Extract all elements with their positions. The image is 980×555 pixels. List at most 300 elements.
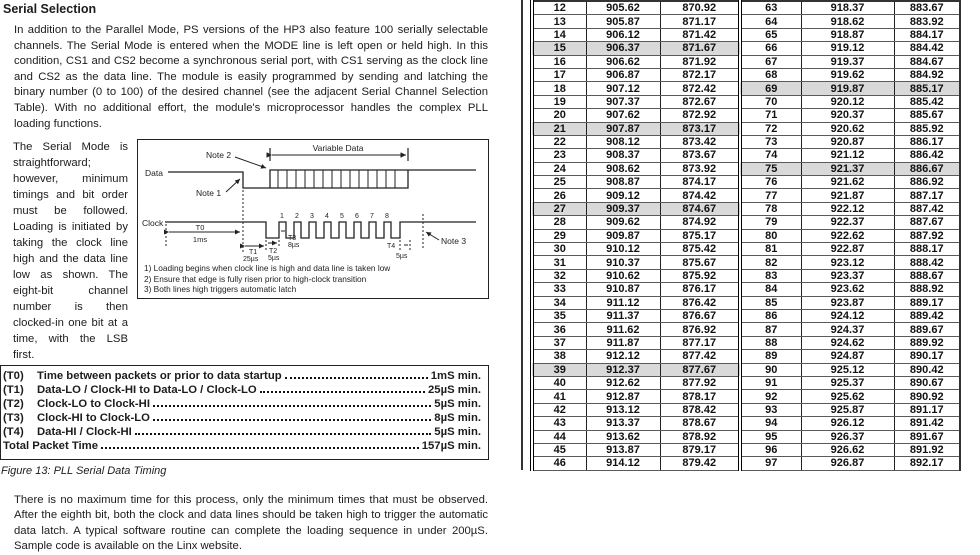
freq-cell: 918.37	[801, 1, 894, 15]
freq-cell: 912.62	[586, 376, 660, 389]
freq-cell: 875.42	[660, 243, 740, 256]
t4-label: T4	[387, 243, 396, 251]
channel-cell: 22	[532, 135, 586, 148]
freq-cell: 918.87	[801, 28, 894, 41]
channel-cell: 18	[532, 82, 586, 95]
freq-cell: 875.92	[660, 269, 740, 282]
channel-cell: 64	[740, 15, 801, 28]
freq-cell: 872.17	[660, 68, 740, 81]
table-row	[532, 95, 960, 108]
freq-cell: 923.12	[801, 256, 894, 269]
timing-spec-value: 1mS min.	[430, 370, 481, 383]
channel-cell: 13	[532, 15, 586, 28]
table-row	[532, 269, 960, 282]
channel-cell: 43	[532, 417, 586, 430]
channel-cell: 69	[740, 82, 801, 95]
freq-cell: 874.42	[660, 189, 740, 202]
freq-cell: 913.37	[586, 417, 660, 430]
freq-cell: 919.62	[801, 68, 894, 81]
channel-cell: 17	[532, 68, 586, 81]
table-row	[532, 1, 960, 15]
channel-cell: 19	[532, 95, 586, 108]
freq-cell: 923.87	[801, 296, 894, 309]
channel-cell: 67	[740, 55, 801, 68]
freq-cell: 905.62	[586, 1, 660, 15]
freq-cell: 907.87	[586, 122, 660, 135]
freq-cell: 873.92	[660, 162, 740, 175]
freq-cell: 908.87	[586, 176, 660, 189]
variable-data-label: Variable Data	[312, 143, 364, 154]
timing-spec-desc: Data-LO / Clock-HI to Data-LO / Clock-LO	[37, 384, 257, 397]
timing-spec-row	[3, 398, 481, 412]
table-row	[532, 309, 960, 322]
freq-cell: 884.67	[894, 55, 960, 68]
table-row	[532, 296, 960, 309]
channel-cell: 87	[740, 323, 801, 336]
channel-cell: 91	[740, 376, 801, 389]
freq-cell: 879.17	[660, 443, 740, 456]
freq-cell: 926.87	[801, 457, 894, 470]
freq-cell: 919.12	[801, 42, 894, 55]
channel-cell: 15	[532, 42, 586, 55]
freq-cell: 926.37	[801, 430, 894, 443]
table-row	[532, 82, 960, 95]
channel-cell: 33	[532, 283, 586, 296]
timing-spec-value: 25µS min.	[428, 384, 481, 397]
freq-cell: 885.17	[894, 82, 960, 95]
diagram-note: 1) Loading begins when clock line is high and data line is taken low	[144, 263, 391, 274]
freq-cell: 889.92	[894, 336, 960, 349]
channel-cell: 28	[532, 216, 586, 229]
channel-cell: 21	[532, 122, 586, 135]
freq-cell: 920.87	[801, 135, 894, 148]
timing-spec-label: (T4)	[3, 425, 24, 438]
freq-cell: 921.87	[801, 189, 894, 202]
freq-cell: 872.92	[660, 109, 740, 122]
channel-cell: 46	[532, 457, 586, 470]
table-row	[532, 430, 960, 443]
freq-cell: 878.67	[660, 417, 740, 430]
channel-cell: 66	[740, 42, 801, 55]
freq-cell: 907.62	[586, 109, 660, 122]
channel-cell: 74	[740, 149, 801, 162]
freq-cell: 919.87	[801, 82, 894, 95]
freq-cell: 911.87	[586, 336, 660, 349]
figure-caption: Figure 13: PLL Serial Data Timing	[1, 464, 167, 477]
freq-cell: 886.17	[894, 135, 960, 148]
t3-label: T3	[288, 235, 297, 243]
freq-cell: 873.42	[660, 135, 740, 148]
timing-spec-row	[3, 384, 481, 398]
timing-spec-value: 157µS min.	[421, 439, 481, 452]
channel-cell: 85	[740, 296, 801, 309]
channel-cell: 12	[532, 1, 586, 15]
freq-cell: 874.17	[660, 176, 740, 189]
table-row	[532, 149, 960, 162]
channel-cell: 83	[740, 269, 801, 282]
freq-cell: 907.12	[586, 82, 660, 95]
freq-cell: 925.87	[801, 403, 894, 416]
table-row	[532, 122, 960, 135]
channel-cell: 32	[532, 269, 586, 282]
intro-paragraph: In addition to the Parallel Mode, PS versions of the HP3 also feature 100 serially selectable channels. The Serial Mode is entered when the MODE line is left open or held high. In this condition, CS1 and CS2 become a synchronous serial port, with CS1 serving as the clock line and CS2 as the data line. The module is easily programmed by sending and latching the binary number (0 to 100) of the desired channel (see the adjacent Serial Channel Selection Table). With no additional effort, the module's microprocessor handles the complex PLL loading functions.	[14, 24, 488, 130]
freq-cell: 889.42	[894, 309, 960, 322]
timing-spec-desc: Clock-HI to Clock-LO	[37, 411, 150, 424]
channel-cell: 89	[740, 350, 801, 363]
timing-spec-desc: Clock-LO to Clock-HI	[37, 397, 150, 410]
section-title: Serial Selection	[3, 2, 97, 16]
t2-label: T2	[269, 248, 278, 256]
channel-cell: 97	[740, 457, 801, 470]
channel-cell: 37	[532, 336, 586, 349]
serial-mode-paragraph: The Serial Mode is straightforward; however, minimum timings and bit order must be followed. Loading is initiated by taking the clock line high and the data line low as shown. The eight-bit channel number is then clocked-in one bit at a time, with the LSB first.	[13, 141, 128, 362]
freq-cell: 877.42	[660, 350, 740, 363]
channel-cell: 65	[740, 28, 801, 41]
channel-cell: 16	[532, 55, 586, 68]
freq-cell: 885.67	[894, 109, 960, 122]
freq-cell: 877.17	[660, 336, 740, 349]
freq-cell: 911.12	[586, 296, 660, 309]
column-divider-rule	[521, 0, 523, 470]
dotted-leader	[135, 433, 432, 435]
pulse-number: 1	[280, 213, 284, 221]
channel-cell: 26	[532, 189, 586, 202]
freq-cell: 909.62	[586, 216, 660, 229]
freq-cell: 906.37	[586, 42, 660, 55]
freq-cell: 888.42	[894, 256, 960, 269]
freq-cell: 906.62	[586, 55, 660, 68]
freq-cell: 908.12	[586, 135, 660, 148]
freq-cell: 878.42	[660, 403, 740, 416]
freq-cell: 892.17	[894, 457, 960, 470]
pulse-number: 7	[370, 213, 374, 221]
t1-label: T1	[249, 249, 258, 257]
channel-cell: 36	[532, 323, 586, 336]
freq-cell: 890.17	[894, 350, 960, 363]
channel-cell: 79	[740, 216, 801, 229]
timing-spec-value: 5µS min.	[434, 397, 481, 410]
table-row	[532, 55, 960, 68]
dotted-leader	[101, 447, 419, 449]
dotted-leader	[260, 391, 425, 393]
freq-cell: 877.67	[660, 363, 740, 376]
freq-cell: 910.12	[586, 243, 660, 256]
channel-cell: 78	[740, 202, 801, 215]
pulse-number: 8	[385, 213, 389, 221]
timing-spec-box	[0, 365, 489, 459]
freq-cell: 884.92	[894, 68, 960, 81]
freq-cell: 883.92	[894, 15, 960, 28]
timing-spec-value: 5µS min.	[434, 425, 481, 438]
table-row	[532, 390, 960, 403]
dotted-leader	[153, 419, 431, 421]
freq-cell: 890.92	[894, 390, 960, 403]
pulse-number: 4	[325, 213, 329, 221]
channel-cell: 80	[740, 229, 801, 242]
freq-cell: 921.37	[801, 162, 894, 175]
table-row	[532, 417, 960, 430]
freq-cell: 921.62	[801, 176, 894, 189]
freq-cell: 891.42	[894, 417, 960, 430]
freq-cell: 876.42	[660, 296, 740, 309]
freq-cell: 872.67	[660, 95, 740, 108]
table-row	[532, 229, 960, 242]
freq-cell: 887.42	[894, 202, 960, 215]
freq-cell: 872.42	[660, 82, 740, 95]
freq-cell: 906.87	[586, 68, 660, 81]
freq-cell: 871.17	[660, 15, 740, 28]
freq-cell: 913.12	[586, 403, 660, 416]
channel-cell: 40	[532, 376, 586, 389]
freq-cell: 871.67	[660, 42, 740, 55]
diagram-note: 3) Both lines high triggers automatic latch	[144, 284, 297, 295]
freq-cell: 887.17	[894, 189, 960, 202]
freq-cell: 924.87	[801, 350, 894, 363]
freq-cell: 906.12	[586, 28, 660, 41]
channel-cell: 30	[532, 243, 586, 256]
t0-value: 1ms	[192, 235, 208, 245]
table-row	[532, 202, 960, 215]
table-row	[532, 189, 960, 202]
channel-cell: 92	[740, 390, 801, 403]
freq-cell: 876.17	[660, 283, 740, 296]
channel-cell: 44	[532, 430, 586, 443]
freq-cell: 921.12	[801, 149, 894, 162]
freq-cell: 873.67	[660, 149, 740, 162]
table-row	[532, 162, 960, 175]
channel-cell: 72	[740, 122, 801, 135]
freq-cell: 909.37	[586, 202, 660, 215]
channel-cell: 45	[532, 443, 586, 456]
note3-label: Note 3	[441, 236, 467, 247]
t0-label: T0	[195, 223, 205, 233]
freq-cell: 874.92	[660, 216, 740, 229]
table-row	[532, 28, 960, 41]
table-row	[532, 283, 960, 296]
freq-cell: 912.37	[586, 363, 660, 376]
freq-cell: 884.17	[894, 28, 960, 41]
freq-cell: 924.37	[801, 323, 894, 336]
freq-cell: 910.37	[586, 256, 660, 269]
channel-cell: 38	[532, 350, 586, 363]
freq-cell: 887.67	[894, 216, 960, 229]
channel-cell: 94	[740, 417, 801, 430]
channel-cell: 96	[740, 443, 801, 456]
diagram-notes	[138, 262, 488, 295]
freq-cell: 923.37	[801, 269, 894, 282]
channel-cell: 81	[740, 243, 801, 256]
freq-cell: 912.87	[586, 390, 660, 403]
channel-cell: 70	[740, 95, 801, 108]
freq-cell: 910.87	[586, 283, 660, 296]
freq-cell: 883.67	[894, 1, 960, 15]
t3-value: 8µs	[288, 242, 300, 250]
channel-cell: 24	[532, 162, 586, 175]
channel-cell: 90	[740, 363, 801, 376]
freq-cell: 886.92	[894, 176, 960, 189]
freq-cell: 884.42	[894, 42, 960, 55]
freq-cell: 926.12	[801, 417, 894, 430]
channel-cell: 39	[532, 363, 586, 376]
pulse-number: 2	[295, 213, 299, 221]
table-row	[532, 443, 960, 456]
pulse-number: 3	[310, 213, 314, 221]
timing-spec-row	[3, 426, 481, 440]
freq-cell: 876.92	[660, 323, 740, 336]
freq-cell: 926.62	[801, 443, 894, 456]
freq-cell: 878.17	[660, 390, 740, 403]
freq-cell: 870.92	[660, 1, 740, 15]
freq-cell: 910.62	[586, 269, 660, 282]
diagram-note: 2) Ensure that edge is fully risen prior to high-clock transition	[144, 273, 367, 284]
freq-cell: 891.92	[894, 443, 960, 456]
freq-cell: 908.37	[586, 149, 660, 162]
freq-cell: 922.62	[801, 229, 894, 242]
clock-line-label: Clock	[142, 218, 164, 229]
note1-label: Note 1	[196, 188, 222, 199]
freq-cell: 878.92	[660, 430, 740, 443]
timing-list	[3, 370, 481, 453]
freq-cell: 907.37	[586, 95, 660, 108]
channel-cell: 23	[532, 149, 586, 162]
channel-cell: 73	[740, 135, 801, 148]
channel-cell: 41	[532, 390, 586, 403]
table-row	[532, 457, 960, 470]
freq-cell: 888.92	[894, 283, 960, 296]
freq-cell: 889.67	[894, 323, 960, 336]
table-row	[532, 216, 960, 229]
table-row	[532, 323, 960, 336]
freq-cell: 886.67	[894, 162, 960, 175]
channel-cell: 68	[740, 68, 801, 81]
pulse-number: 6	[355, 213, 359, 221]
freq-cell: 889.17	[894, 296, 960, 309]
timing-spec-row	[3, 440, 481, 454]
table-row	[532, 135, 960, 148]
table-row	[532, 363, 960, 376]
note2-label: Note 2	[206, 150, 232, 161]
timing-spec-desc: Time between packets or prior to data startup	[37, 370, 282, 383]
freq-cell: 925.12	[801, 363, 894, 376]
channel-cell: 95	[740, 430, 801, 443]
freq-cell: 905.87	[586, 15, 660, 28]
channel-cell: 14	[532, 28, 586, 41]
freq-cell: 890.67	[894, 376, 960, 389]
freq-cell: 874.67	[660, 202, 740, 215]
freq-cell: 909.12	[586, 189, 660, 202]
table-row	[532, 243, 960, 256]
text-column	[0, 0, 489, 555]
timing-diagram-waveforms	[138, 140, 484, 262]
freq-cell: 911.37	[586, 309, 660, 322]
timing-spec-label: (T3)	[3, 411, 24, 424]
t2-value: 5µs	[268, 255, 280, 263]
freq-cell: 877.92	[660, 376, 740, 389]
freq-cell: 923.62	[801, 283, 894, 296]
channel-cell: 63	[740, 1, 801, 15]
channel-cell: 27	[532, 202, 586, 215]
t1-value: 25µs	[243, 256, 259, 264]
timing-diagram	[137, 139, 489, 299]
t4-value: 5µs	[396, 253, 408, 261]
timing-spec-row	[3, 412, 481, 426]
table-row	[532, 403, 960, 416]
table-row	[532, 256, 960, 269]
freq-cell: 890.42	[894, 363, 960, 376]
channel-cell: 84	[740, 283, 801, 296]
freq-cell: 924.12	[801, 309, 894, 322]
freq-cell: 876.67	[660, 309, 740, 322]
freq-cell: 871.92	[660, 55, 740, 68]
freq-cell: 919.37	[801, 55, 894, 68]
freq-cell: 891.17	[894, 403, 960, 416]
freq-cell: 888.17	[894, 243, 960, 256]
channel-cell: 34	[532, 296, 586, 309]
table-row	[532, 109, 960, 122]
freq-cell: 920.62	[801, 122, 894, 135]
timing-spec-desc: Total Packet Time	[3, 439, 99, 452]
channel-cell: 77	[740, 189, 801, 202]
freq-cell: 873.17	[660, 122, 740, 135]
table-row	[532, 350, 960, 363]
freq-cell: 913.87	[586, 443, 660, 456]
freq-cell: 875.67	[660, 256, 740, 269]
table-row	[532, 176, 960, 189]
freq-cell: 887.92	[894, 229, 960, 242]
freq-cell: 920.12	[801, 95, 894, 108]
freq-cell: 875.17	[660, 229, 740, 242]
table-row	[532, 376, 960, 389]
freq-cell: 922.12	[801, 202, 894, 215]
freq-cell: 871.42	[660, 28, 740, 41]
freq-cell: 885.92	[894, 122, 960, 135]
closing-paragraph: There is no maximum time for this process, only the minimum times that must be observed. After the eighth bit, both the clock and data lines should be taken high to trigger the automatic data latch. A typical software routine can complete the loading sequence in under 200µS. Sample code is available on the Linx website.	[14, 493, 488, 553]
freq-cell: 886.42	[894, 149, 960, 162]
freq-cell: 925.37	[801, 376, 894, 389]
table-row	[532, 68, 960, 81]
timing-spec-desc: Data-HI / Clock-HI	[37, 425, 132, 438]
freq-cell: 920.37	[801, 109, 894, 122]
timing-spec-label: (T1)	[3, 384, 24, 397]
channel-cell: 71	[740, 109, 801, 122]
channel-cell: 93	[740, 403, 801, 416]
channel-cell: 29	[532, 229, 586, 242]
channel-cell: 20	[532, 109, 586, 122]
channel-cell: 42	[532, 403, 586, 416]
channel-cell: 35	[532, 309, 586, 322]
channel-cell: 75	[740, 162, 801, 175]
table-row	[532, 42, 960, 55]
figure-row	[0, 139, 489, 363]
freq-cell: 911.62	[586, 323, 660, 336]
freq-cell: 879.42	[660, 457, 740, 470]
channel-cell: 31	[532, 256, 586, 269]
channel-table-body	[532, 1, 960, 470]
dotted-leader	[153, 405, 431, 407]
channel-cell: 82	[740, 256, 801, 269]
data-line-label: Data	[145, 168, 163, 179]
channel-table-column	[530, 0, 961, 471]
freq-cell: 918.62	[801, 15, 894, 28]
timing-spec-row	[3, 370, 481, 384]
freq-cell: 885.42	[894, 95, 960, 108]
pulse-number: 5	[340, 213, 344, 221]
serial-channel-selection-table	[530, 0, 961, 471]
freq-cell: 914.12	[586, 457, 660, 470]
freq-cell: 909.87	[586, 229, 660, 242]
channel-cell: 86	[740, 309, 801, 322]
freq-cell: 913.62	[586, 430, 660, 443]
